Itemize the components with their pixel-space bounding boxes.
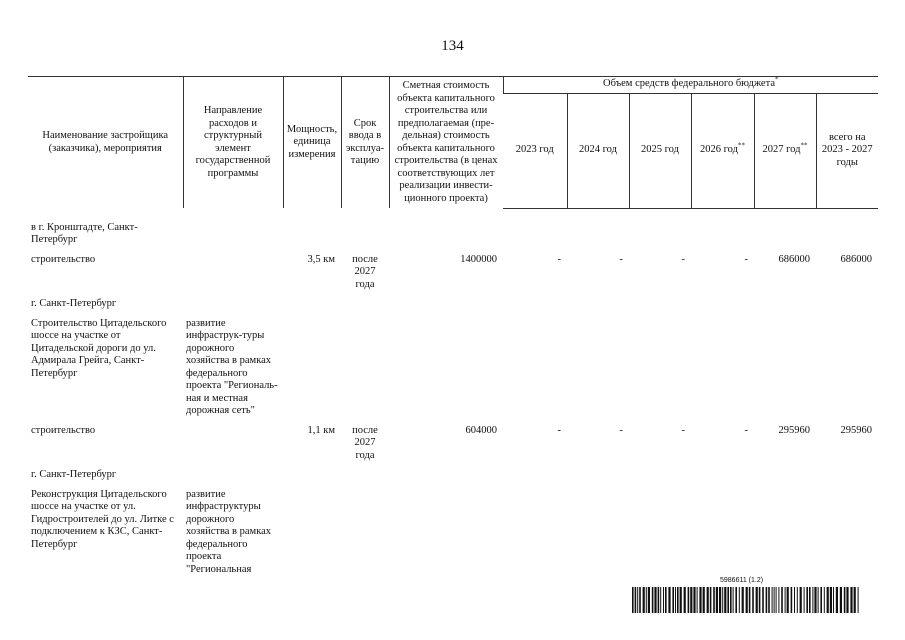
federal-budget-label: Объем средств федерального бюджета [603,78,775,89]
barcode-bar [840,587,842,613]
budget-value-0: - [557,253,561,265]
year-footnote-mark: ** [800,141,808,150]
barcode-bar [716,587,718,613]
header-year-1 [567,93,629,208]
year-label: всего на 2023 - 2027 годы [821,131,873,168]
barcode-bar [824,587,825,613]
barcode-bar [632,587,634,613]
object-direction: развитие инфраструк-туры дорожного хозяйства в рамках федерального проекта "Региональ-ная и местная дорожная сеть" [186,317,278,416]
barcode-bar [774,587,775,613]
barcode-bar [768,587,770,613]
barcode-bar [660,587,661,613]
header-cost: Сметная стоимость объекта капитального строительства или предполагаемая (пре-дельная) стоимость объекта капитального строительства (в ценах соответствующих лет реализации инвести-ционного проекта) [389,77,503,209]
budget-value-4: 686000 [778,253,810,265]
activity-name: строительство [31,424,96,436]
barcode-bar [648,587,650,613]
barcode-bar [785,587,786,613]
barcode-bar [791,587,793,613]
empty-cell [183,221,878,253]
barcode-bar [635,587,637,613]
barcode-bar [710,587,712,613]
object-row [28,488,878,583]
budget-value-2: - [681,424,685,436]
barcode-bar [688,587,690,613]
barcode-bar [858,587,859,613]
barcode-bar [804,587,805,613]
barcode-bar [665,587,667,613]
year-label: 2024 год [579,144,617,156]
barcode-bar [677,587,679,613]
barcode-bar [812,587,813,613]
barcode-bar [703,587,705,613]
barcode-bar [719,587,721,613]
term-value: после 2027 года [352,253,378,290]
barcode-bar [781,587,783,613]
barcode-bar [766,587,768,613]
empty-cell [183,297,878,317]
federal-budget-table [28,76,878,582]
header-direction: Направление расходов и структурный элемент государственной программы [183,77,283,209]
barcode-bar [713,587,715,613]
activity-direction [183,253,283,298]
barcode-bar [739,587,740,613]
header-name: Наименование застройщика (заказчика), мероприятия [28,77,183,209]
location-name: г. Санкт-Петербург [31,298,117,309]
header-year-2 [629,93,691,208]
barcode-bar [658,587,660,613]
budget-value-0: - [557,424,561,436]
barcode-bar [772,587,773,613]
barcode-bar [844,587,846,613]
header-year-4 [754,93,816,208]
barcode-bar [727,587,729,613]
data-row [28,253,878,298]
barcode-bar [675,587,676,613]
barcode [632,587,860,613]
budget-value-1: - [619,253,623,265]
budget-value-2: - [681,253,685,265]
empty-cell [283,317,878,424]
budget-value-3: - [744,424,748,436]
location-row [28,468,878,488]
header-year-5 [816,93,878,208]
spacer-row [28,208,878,221]
cost-value: 604000 [465,424,497,436]
barcode-bar [707,587,709,613]
barcode-bar [724,587,726,613]
empty-cell [183,468,878,488]
federal-footnote-mark: * [774,75,779,84]
year-label: 2026 год [700,144,738,156]
year-footnote-mark: ** [737,141,745,150]
term-value: после 2027 года [352,424,378,461]
barcode-bar [836,587,838,613]
barcode-bar [742,587,744,613]
budget-value-5: 295960 [840,424,873,436]
budget-value-3: - [744,253,748,265]
barcode-bar [690,587,692,613]
barcode-bar [746,587,748,613]
barcode-bar [654,587,656,613]
barcode-bar [778,587,779,613]
header-year-3 [691,93,754,208]
barcode-bar [830,587,832,613]
barcode-bar [814,587,816,613]
barcode-bar [668,587,670,613]
barcode-bar [672,587,674,613]
object-name: Реконструкция Цитадельского шоссе на участке от ул. Гидростроителей до ул. Литке с подключением к КЗС, Санкт-Петербург [31,488,174,550]
object-row [28,317,878,424]
barcode-bar [800,587,802,613]
barcode-bar [797,587,798,613]
table-body [28,208,878,582]
barcode-bar [794,587,795,613]
activity-direction [183,424,283,469]
barcode-bar [787,587,789,613]
barcode-bar [697,587,698,613]
barcode-bar [749,587,751,613]
capacity-value: 1,1 км [307,424,335,436]
barcode-bar [646,587,647,613]
barcode-bar [854,587,856,613]
location-name: в г. Кронштадте, Санкт-Петербург [31,221,138,245]
barcode-bar [730,587,732,613]
barcode-bar [639,587,641,613]
barcode-bar [699,587,701,613]
barcode-bar [643,587,645,613]
barcode-bar [818,587,819,613]
header-term: Срок ввода в эксплуа-тацию [341,77,389,209]
barcode-bar [850,587,852,613]
object-name: Строительство Цитадельского шоссе на участке от Цитадельской дороги до ул. Адмирала Грейга, Санкт-Петербург [31,317,167,379]
barcode-bar [735,587,737,613]
header-capacity: Мощность, единица измерения [283,77,341,209]
barcode-bar [652,587,654,613]
barcode-bar [846,587,848,613]
barcode-bar [722,587,723,613]
barcode-bar [680,587,682,613]
page-number: 134 [441,38,464,54]
header-federal-budget [503,77,878,94]
empty-cell [283,488,878,583]
year-label: 2027 год [762,144,801,156]
barcode-bar [820,587,822,613]
barcode-bar [733,587,734,613]
location-row [28,221,878,253]
barcode-bar [759,587,761,613]
data-row [28,424,878,469]
object-direction: развитие инфраструктуры дорожного хозяйства в рамках федерального проекта "Региональная [186,488,272,575]
barcode-bar [752,587,754,613]
barcode-bar [756,587,758,613]
budget-value-5: 686000 [840,253,873,265]
capacity-value: 3,5 км [307,253,335,265]
year-label: 2023 год [515,144,554,156]
barcode-bar [663,587,664,613]
barcode-bar [762,587,764,613]
table-header [28,77,878,209]
barcode-bar [776,587,777,613]
barcode-bar [833,587,834,613]
activity-name: строительство [31,253,96,265]
barcode-bar [809,587,811,613]
year-label: 2025 год [641,144,679,156]
budget-value-1: - [619,424,623,436]
barcode-bar [827,587,829,613]
location-name: г. Санкт-Петербург [31,469,117,480]
barcode-number: 5986611 (1.2) [720,577,764,584]
header-year-0 [503,93,567,208]
location-row [28,297,878,317]
barcode-bar [684,587,686,613]
budget-value-4: 295960 [778,424,810,436]
barcode-bar [806,587,808,613]
cost-value: 1400000 [460,253,497,265]
barcode-bar [637,587,638,613]
barcode-bar [693,587,695,613]
